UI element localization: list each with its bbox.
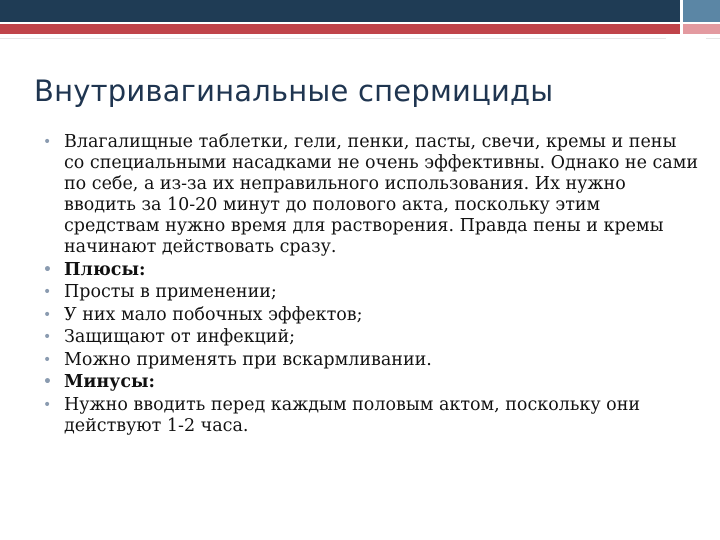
bullet-item-pros-heading: • Плюсы: (40, 260, 700, 281)
bullet-item: • У них мало побочных эффектов; (40, 305, 700, 326)
header-bar-navy-right (683, 0, 720, 22)
bullet-item: • Нужно вводить перед каждым половым актом, поскольку они действуют 1-2 часа. (40, 395, 700, 437)
slide-title: Внутривагинальные спермициды (34, 74, 554, 108)
header-bar-red (0, 24, 680, 34)
header-bar-red-right (683, 24, 720, 34)
slide-content (40, 132, 700, 438)
bullet-item-cons-heading: • Минусы: (40, 372, 700, 393)
header-thin-line (0, 38, 666, 39)
header-thin-line-right (706, 38, 720, 39)
header-bar-navy (0, 0, 720, 22)
bullet-item: • Просты в применении; (40, 282, 700, 303)
bullet-item: • Защищают от инфекций; (40, 327, 700, 348)
bullet-item: • Можно применять при вскармливании. (40, 350, 700, 371)
bullet-list (40, 132, 700, 437)
bullet-item: • Влагалищные таблетки, гели, пенки, пасты, свечи, кремы и пены со специальными насадками не очень эффективны. Однако не сами по себе, а из-за их неправильного использования. Их нужно вводить за 10-20 минут до полового акта, поскольку этим средствам нужно время для растворения. Правда пены и кремы начинают действовать сразу. (40, 132, 700, 258)
